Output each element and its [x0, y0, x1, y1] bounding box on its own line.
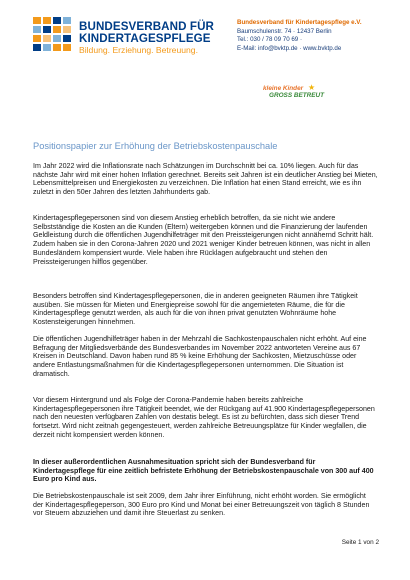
logo-line-2: KINDERTAGESPFLEGE [79, 31, 211, 45]
paragraph-3: Besonders betroffen sind Kindertagespflegepersonen, die in anderen geeigneten Räumen ihre Tätigkeit ausüben. Sie müssen für Mieten und Energiepreise sowohl für die angemieteten Räume, die für die Kindertagespflege genutzt werden, als auch für die von ihnen privat genutzten Wohnräume hohe Kostensteigerungen hinnehmen. [33, 292, 358, 327]
slogan-badge [263, 83, 325, 103]
address-contact: E-Mail: info@bvktp.de · www.bvktp.de [237, 44, 342, 52]
address-org: Bundesverband für Kindertagespflege e.V. [237, 19, 362, 26]
logo-mark-icon [33, 17, 73, 51]
document-title: Positionspapier zur Erhöhung der Betriebskostenpauschale [33, 141, 278, 151]
paragraph-7: Die Betriebskostenpauschale ist seit 2009, dem Jahr ihrer Einführung, nicht erhöht worden. Sie ermöglicht der Kindertagespflegeperson, 300 Euro pro Kind und Monat bei einer Betreuungszeit von täglich 8 Stunden vor Steuern abzuziehen und damit ihre Steuerlast zu senken. [33, 492, 370, 518]
logo-tagline: Bildung. Erziehung. Betreuung. [79, 45, 198, 55]
paragraph-4: Die öffentlichen Jugendhilfeträger haben in der Mehrzahl die Sachkostenpauschalen nicht erhöht. Auf eine Befragung der Mitgliedsverbände des Bundesverbandes im November 2022 antworteten Vereine aus 67 Kreisen in Deutschland. Davon haben rund 85 % keine Erhöhung der Sachkosten, Mietzuschüsse oder andere Entlastungsmaßnahmen für die Kindertagespflegepersonen unternommen. Die Situation ist dramatisch. [33, 335, 367, 378]
star-icon: ★ [308, 83, 316, 92]
address-phone: Tel.: 030 / 78 09 70 69 · [237, 36, 303, 44]
logo-line-1: BUNDESVERBAND FÜR [79, 20, 215, 33]
address-block [237, 19, 362, 53]
paragraph-1: Im Jahr 2022 wird die Inflationsrate nach Schätzungen im Durchschnitt bei ca. 10% liegen. Auch für das nächste Jahr wird mit einer hohen Inflation gerechnet. Bereits seit Jahren ist ein deutlicher Anstieg bei Mieten, Lebensmittelpreisen und Energiekosten zu verzeichnen. Die Inflation hat einen Stand erreicht, wie es ihn zuletzt in den 50er Jahren des letzten Jahrhunderts gab. [33, 162, 378, 197]
badge-line-1: kleine Kinder [263, 85, 304, 92]
paragraph-2: Kindertagespflegepersonen sind von diesem Anstieg erheblich betroffen, da sie nicht wie andere Selbstständige die Kosten an die Kunden (Eltern) weitergeben können und die Finanzierung der laufenden Geldleistung durch die öffentlichen Jugendhilfeträger mit den Preissteigerungen nicht annähernd Schritt hält. Zudem haben sie in den Corona-Jahren 2020 und 2021 weniger Kinder betreuen können, was nicht in allen Bundesländern kompensiert wurde. Viele haben ihre Rücklagen aufgebraucht und stehen den Preissteigerungen hilflos gegenüber. [33, 214, 374, 266]
page-number: Seite 1 von 2 [341, 539, 379, 546]
logo [33, 17, 215, 57]
logo-wordmark [79, 21, 214, 44]
paragraph-6-emphasis: In dieser außerordentlichen Ausnahmesituation spricht sich der Bundesverband für Kindertagespflege für eine zeitlich befristete Erhöhung der Betriebskostenpauschale von 300 auf 400 Euro pro Kind aus. [33, 458, 374, 484]
address-street: Baumschulenstr. 74 · 12437 Berlin [237, 27, 332, 35]
paragraph-5: Vor diesem Hintergrund und als Folge der Corona-Pandemie haben bereits zahlreiche Kindertagespflegepersonen ihre Tätigkeit beendet, wie der Rückgang auf 41.900 Kindertagespflegepersonen nach den neuesten verfügbaren Zahlen von destatis belegt. Es ist zu befürchten, dass sich dieser Trend fortsetzt. Wird nicht zeitnah gegengesteuert, werden zahlreiche Betreuungsplätze für Kinder wegfallen, die derzeit nicht kompensiert werden können. [33, 396, 375, 439]
badge-line-2: GROSS BETREUT [269, 92, 325, 99]
